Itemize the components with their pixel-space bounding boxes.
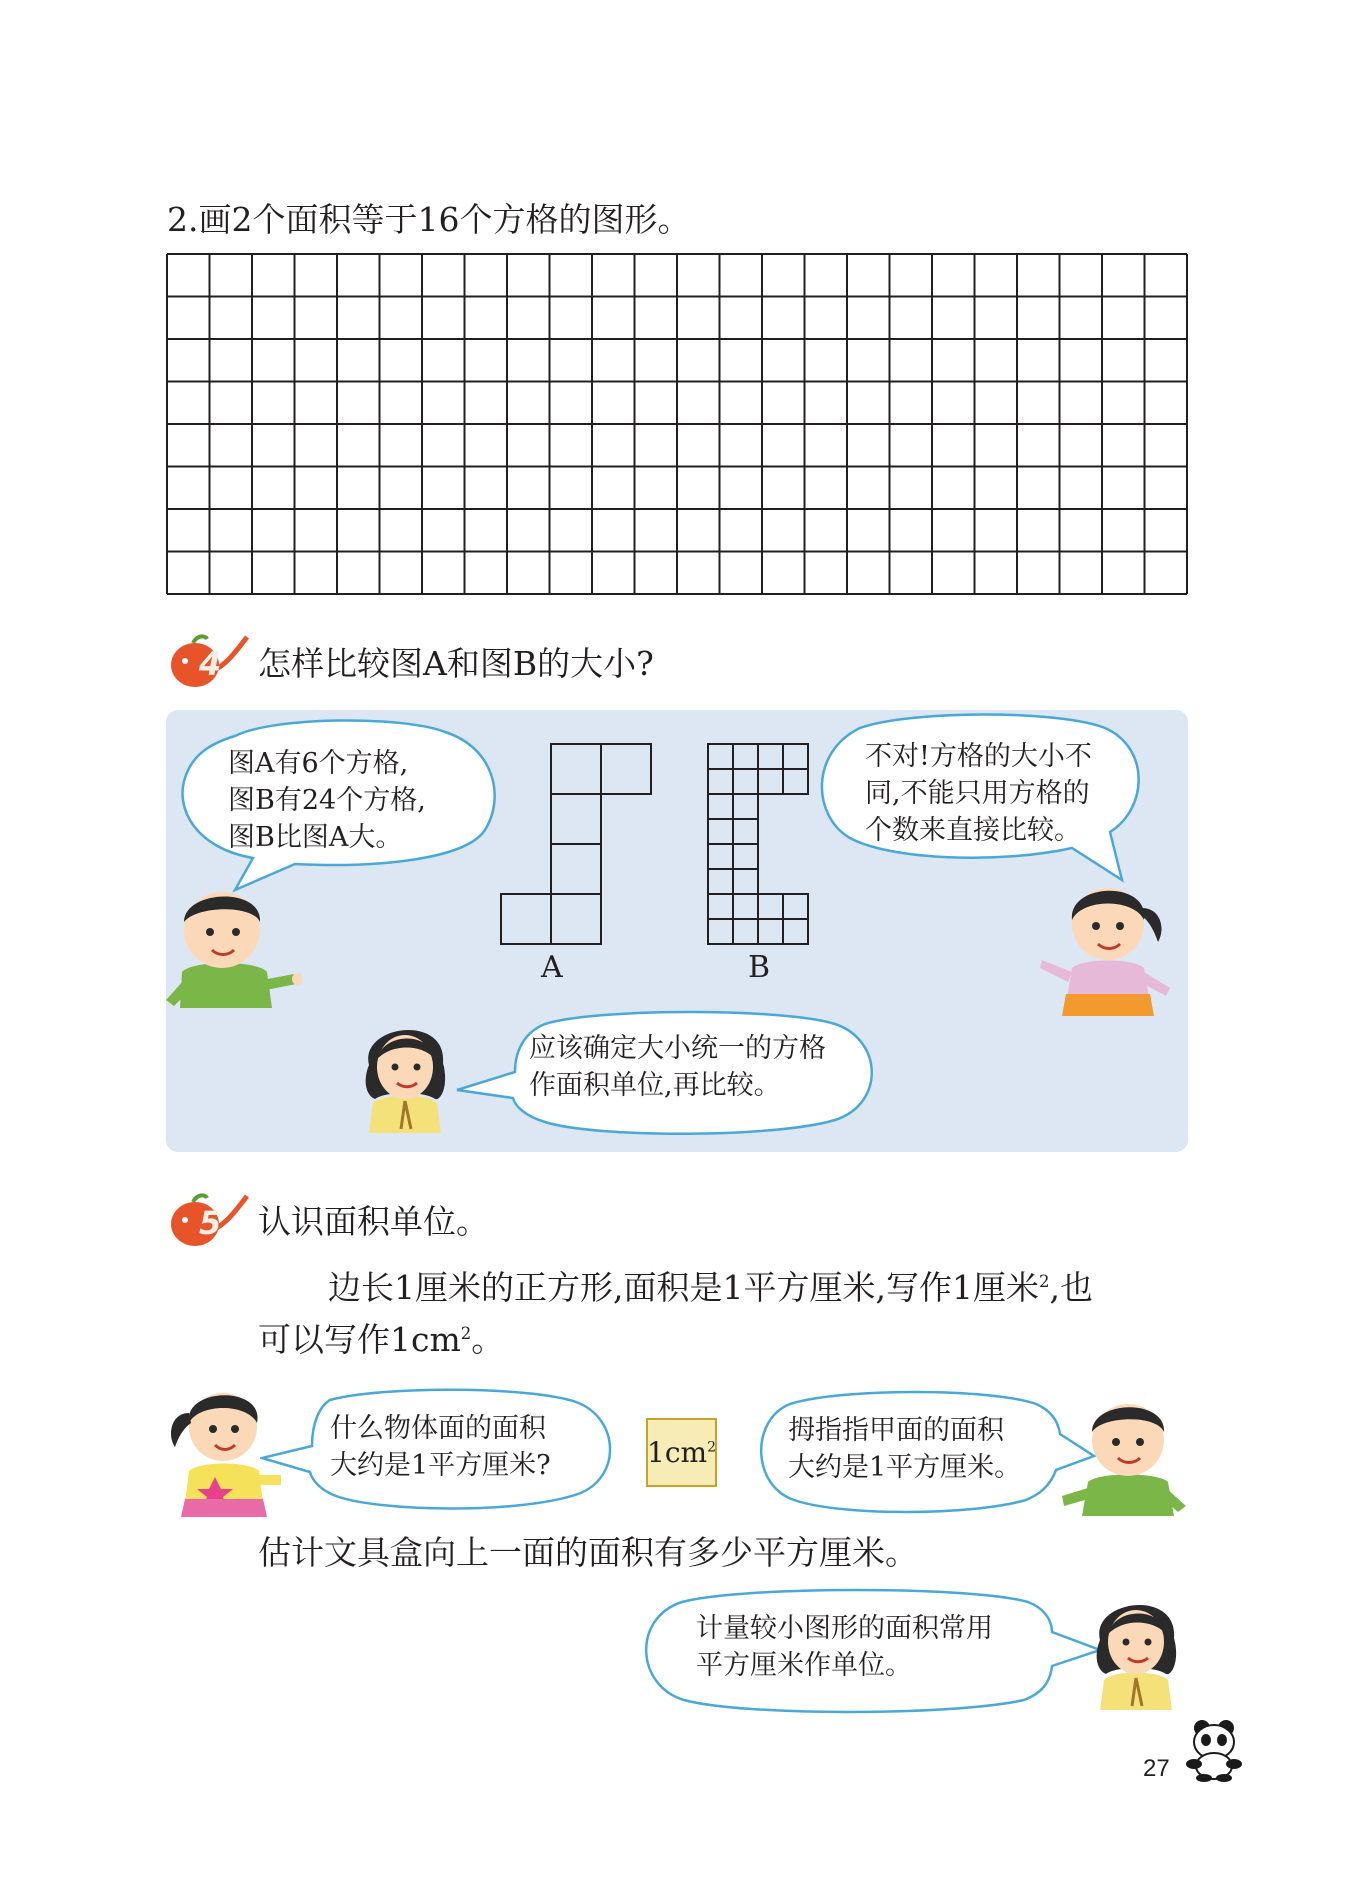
panda-icon	[1182, 1718, 1246, 1782]
boy-pointing-illustration	[162, 880, 302, 1016]
superscript: 2	[707, 1439, 716, 1456]
figure-b-cell	[733, 894, 758, 919]
definition-text: 。	[471, 1320, 505, 1359]
problem-4-title: 怎样比较图A和图B的大小?	[258, 644, 654, 683]
bubble-line: 个数来直接比较。	[865, 815, 1081, 846]
figure-b-cell	[733, 819, 758, 844]
bubble-line: 不对!方格的大小不	[865, 741, 1092, 772]
figure-b-cell	[733, 869, 758, 894]
boy-pointing-illustration	[1058, 1392, 1192, 1522]
bubble-line: 图A有6个方格,	[228, 748, 409, 779]
figure-b-cell	[783, 894, 808, 919]
unit-square-text: 1cm	[647, 1436, 708, 1469]
figure-b	[707, 743, 811, 949]
problem-number: 4	[199, 645, 222, 683]
figure-b-cell	[708, 869, 733, 894]
figure-b-cell	[733, 919, 758, 944]
figure-b-cell	[708, 794, 733, 819]
bubble-answer-text	[788, 1412, 1021, 1486]
figure-b-cell	[758, 769, 783, 794]
figure-b-cell	[758, 744, 783, 769]
exercise-text: 画2个面积等于16个方格的图形。	[198, 200, 691, 239]
apple-badge-icon	[163, 633, 249, 689]
bubble-line: 图B有24个方格,	[228, 785, 426, 816]
problem-number: 5	[199, 1204, 222, 1242]
figure-b-cell	[783, 919, 808, 944]
definition-line-2	[258, 1318, 504, 1362]
bubble-line: 平方厘米作单位。	[696, 1650, 912, 1681]
apple-badge-icon	[163, 1192, 249, 1248]
figure-b-cell	[733, 744, 758, 769]
estimate-question: 估计文具盒向上一面的面积有多少平方厘米。	[258, 1533, 918, 1572]
figure-b-cell	[758, 894, 783, 919]
bubble-line: 应该确定大小统一的方格	[529, 1033, 826, 1064]
bubble-question-text	[330, 1410, 551, 1484]
superscript: 2	[1038, 1272, 1050, 1291]
figure-a	[500, 743, 656, 949]
figure-b-cell	[733, 769, 758, 794]
bubble-line: 大约是1平方厘米。	[788, 1452, 1022, 1483]
problem-5-badge	[163, 1192, 249, 1248]
exercise-2-heading	[167, 198, 691, 242]
bubble-bottom-text	[529, 1030, 826, 1104]
bubble-line: 同,不能只用方格的	[865, 778, 1090, 809]
problem-4-badge	[163, 633, 249, 689]
figure-b-cell	[708, 844, 733, 869]
girl-pointing-illustration	[1038, 868, 1178, 1018]
figure-b-cell	[758, 919, 783, 944]
exercise-number: 2.	[167, 200, 199, 239]
page-number: 27	[1143, 1755, 1170, 1782]
definition-text: 可以写作1cm	[258, 1320, 461, 1359]
bubble-right-text	[865, 738, 1092, 849]
bubble-line: 大约是1平方厘米?	[330, 1450, 551, 1481]
figure-b-cell	[708, 819, 733, 844]
figure-a-label: A	[541, 950, 563, 985]
teacher-illustration	[1086, 1580, 1186, 1710]
unit-square-1cm2	[646, 1418, 717, 1487]
bubble-left-text	[228, 745, 426, 856]
figure-b-cell	[708, 769, 733, 794]
teacher-illustration	[355, 1005, 455, 1133]
problem-5-title: 认识面积单位。	[258, 1202, 489, 1241]
figure-b-cell	[733, 844, 758, 869]
bubble-line: 计量较小图形的面积常用	[696, 1613, 993, 1644]
bubble-line: 拇指指甲面的面积	[788, 1415, 1004, 1446]
superscript: 2	[460, 1324, 472, 1343]
bubble-line: 什么物体面的面积	[330, 1413, 546, 1444]
figure-b-cell	[783, 744, 808, 769]
unit-square-label	[647, 1436, 716, 1469]
square-grid[interactable]	[166, 253, 1188, 595]
definition-text: ,也	[1049, 1268, 1093, 1307]
figure-b-cell	[783, 769, 808, 794]
bubble-tip-text	[696, 1610, 993, 1684]
bubble-line: 图B比图A大。	[228, 822, 403, 853]
figure-b-cell	[708, 744, 733, 769]
figure-b-label: B	[748, 950, 771, 985]
figure-b-cell	[733, 794, 758, 819]
definition-text: 边长1厘米的正方形,面积是1平方厘米,写作1厘米	[328, 1268, 1039, 1307]
bubble-line: 作面积单位,再比较。	[529, 1070, 781, 1101]
figure-b-cell	[708, 894, 733, 919]
figure-b-cell	[708, 919, 733, 944]
definition-line-1	[328, 1266, 1093, 1310]
